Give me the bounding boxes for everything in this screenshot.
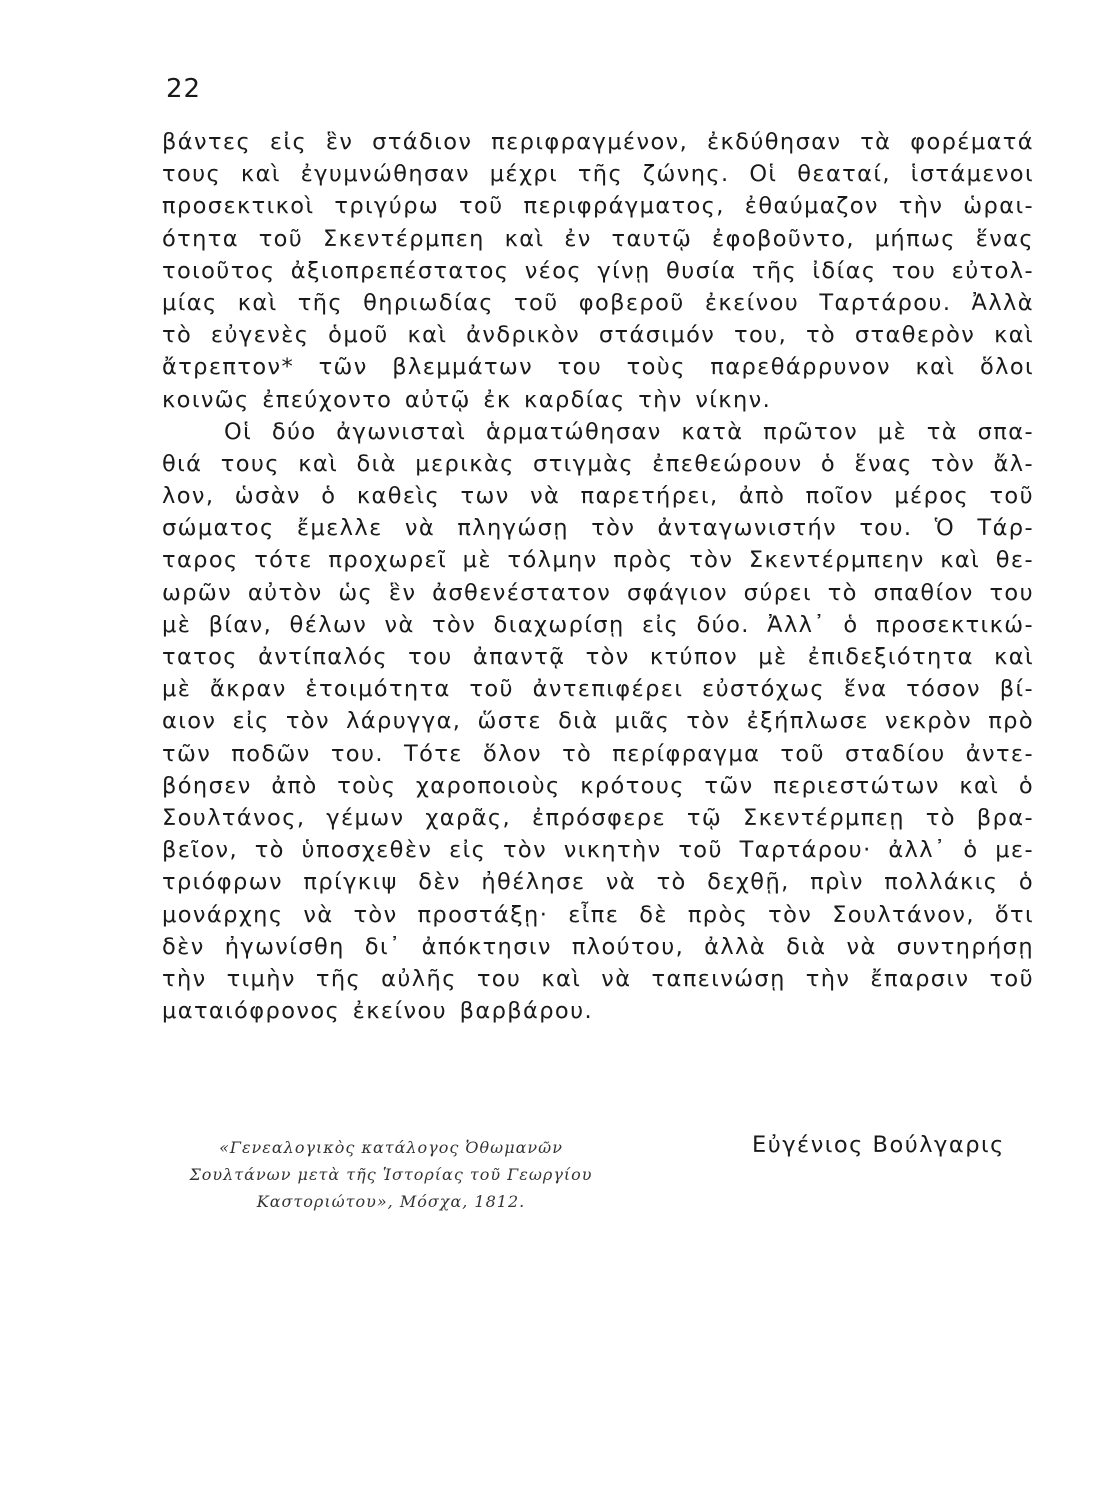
text-line: τὴν τιμὴν τῆς αὐλῆς του καὶ νὰ ταπεινώσῃ τὴν ἔπαρσιν τοῦ [162, 965, 1034, 992]
text-line: ότητα τοῦ Σκεντέρμπεη καὶ ἐν ταυτῷ ἐφοβοῦντο, μήπως ἕνας [162, 225, 1034, 252]
text-line: μονάρχης νὰ τὸν προστάξῃ· εἶπε δὲ πρὸς τὸν Σουλτάνον, ὅτι [162, 901, 1034, 928]
text-line: ἄτρεπτον* τῶν βλεμμάτων του τοὺς παρεθάρρυνον καὶ ὅλοι [162, 354, 1034, 381]
text-line: προσεκτικοὶ τριγύρω τοῦ περιφράγματος, ἐθαύμαζον τὴν ὡραι- [162, 193, 1034, 220]
text-line: βόησεν ἀπὸ τοὺς χαροποιοὺς κρότους τῶν περιεστώτων καὶ ὁ [162, 772, 1034, 799]
text-line: κοινῶς ἐπεύχοντο αὐτῷ ἐκ καρδίας τὴν νίκην. [162, 386, 772, 413]
text-line: ταρος τότε προχωρεῖ μὲ τόλμην πρὸς τὸν Σκεντέρμπεην καὶ θε- [162, 547, 1034, 574]
text-line: βεῖον, τὸ ὑποσχεθὲν εἰς τὸν νικητὴν τοῦ Ταρτάρου· ἀλλ᾿ ὁ με- [162, 837, 1034, 864]
text-line: μίας καὶ τῆς θηριωδίας τοῦ φοβεροῦ ἐκείνου Ταρτάρου. Ἀλλὰ [162, 289, 1034, 316]
body-text [162, 126, 1034, 1027]
text-line: τριόφρων πρίγκιψ δὲν ἠθέλησε νὰ τὸ δεχθῇ, πρὶν πολλάκις ὁ [162, 869, 1034, 896]
text-line: θιά τους καὶ διὰ μερικὰς στιγμὰς ἐπεθεώρουν ὁ ἕνας τὸν ἄλ- [162, 450, 1034, 477]
text-line: λον, ὡσὰν ὁ καθεὶς των νὰ παρετήρει, ἀπὸ ποῖον μέρος τοῦ [162, 483, 1034, 510]
text-line-indented: Οἱ δύο ἀγωνισταὶ ἁρματώθησαν κατὰ πρῶτον μὲ τὰ σπα- [224, 418, 1034, 445]
text-line: αιον εἰς τὸν λάρυγγα, ὥστε διὰ μιᾶς τὸν ἐξήπλωσε νεκρὸν πρὸ [162, 708, 1034, 735]
citation-line: Καστοριώτου», Μόσχα, 1812. [256, 1192, 526, 1211]
text-line: τῶν ποδῶν του. Τότε ὅλον τὸ περίφραγμα τοῦ σταδίου ἀντε- [162, 740, 1034, 767]
text-line: τοιοῦτος ἀξιοπρεπέστατος νέος γίνῃ θυσία τῆς ἰδίας του εὐτολ- [162, 257, 1034, 284]
text-line: μὲ βίαν, θέλων νὰ τὸν διαχωρίσῃ εἰς δύο. Ἀλλ᾿ ὁ προσεκτικώ- [162, 611, 1034, 638]
citation-line: Σουλτάνων μετὰ τῆς Ἱστορίας τοῦ Γεωργίου [189, 1165, 593, 1184]
page-number: 22 [166, 74, 202, 104]
text-line: δὲν ἠγωνίσθη δι᾿ ἀπόκτησιν πλούτου, ἀλλὰ διὰ νὰ συντηρήσῃ [162, 933, 1034, 960]
text-line: μὲ ἄκραν ἑτοιμότητα τοῦ ἀντεπιφέρει εὐστόχως ἕνα τόσον βί- [162, 676, 1034, 703]
text-line: ματαιόφρονος ἐκείνου βαρβάρου. [162, 998, 594, 1025]
text-line: τατος ἀντίπαλός του ἀπαντᾷ τὸν κτύπον μὲ ἐπιδεξιότητα καὶ [162, 644, 1034, 670]
citation-line: «Γενεαλογικὸς κατάλογος Ὀθωμανῶν [219, 1138, 563, 1157]
text-line: τὸ εὐγενὲς ὁμοῦ καὶ ἀνδρικὸν στάσιμόν του, τὸ σταθερὸν καὶ [162, 322, 1034, 349]
text-line: σώματος ἔμελλε νὰ πληγώσῃ τὸν ἀνταγωνιστήν του. Ὁ Τάρ- [162, 515, 1034, 542]
source-citation [166, 1134, 616, 1215]
text-line: βάντες εἰς ἓν στάδιον περιφραγμένον, ἐκδύθησαν τὰ φορέματά [162, 129, 1034, 155]
text-line: ωρῶν αὐτὸν ὡς ἓν ἀσθενέστατον σφάγιον σύρει τὸ σπαθίον του [162, 579, 1034, 606]
text-line: τους καὶ ἐγυμνώθησαν μέχρι τῆς ζώνης. Οἱ θεαταί, ἱστάμενοι [162, 161, 1034, 188]
text-line: Σουλτάνος, γέμων χαρᾶς, ἐπρόσφερε τῷ Σκεντέρμπεῃ τὸ βρα- [162, 804, 1034, 831]
author-name: Εὐγένιος Βούλγαρις [752, 1132, 1005, 1158]
